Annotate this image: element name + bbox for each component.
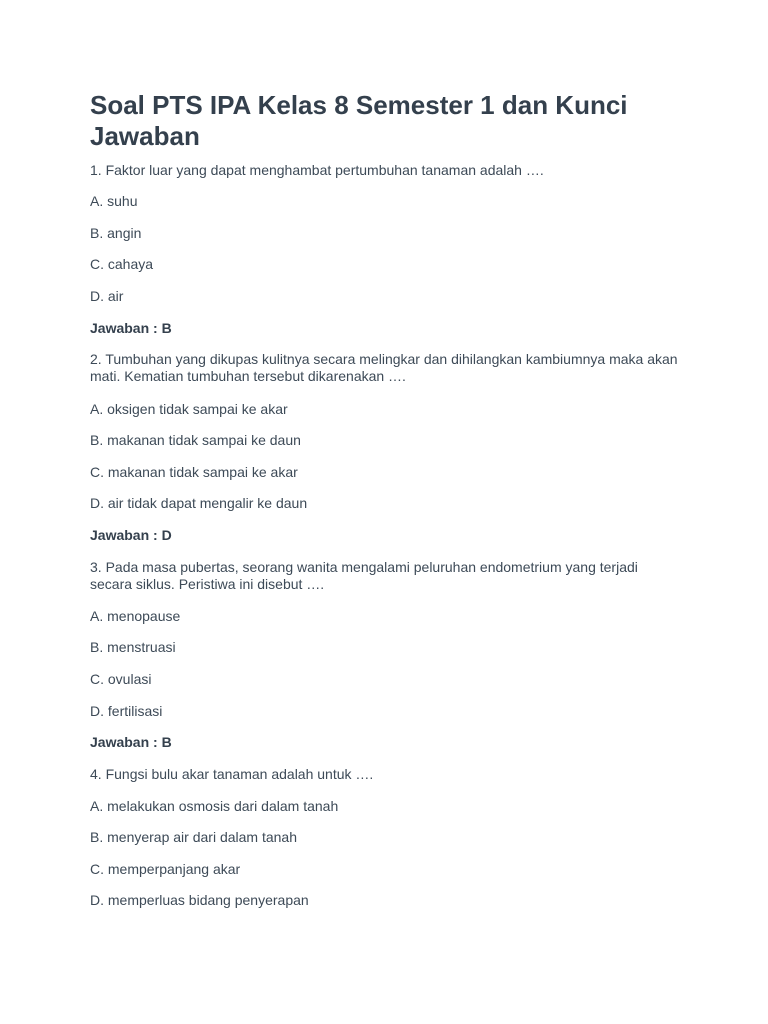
- question-3-prompt: 3. Pada masa pubertas, seorang wanita mengalami peluruhan endometrium yang terjadi secara siklus. Peristiwa ini disebut ….: [90, 559, 638, 592]
- question-2-option-c: C. makanan tidak sampai ke akar: [90, 464, 298, 480]
- question-3-option-c: C. ovulasi: [90, 671, 152, 687]
- question-1-option-c: C. cahaya: [90, 256, 154, 272]
- question-1-option-a: A. suhu: [90, 193, 138, 209]
- question-1-answer: Jawaban : B: [90, 320, 172, 336]
- question-1-option-b: B. angin: [90, 225, 142, 241]
- question-2-answer: Jawaban : D: [90, 527, 172, 543]
- question-1-option-d: D. air: [90, 288, 124, 304]
- question-4-option-d: D. memperluas bidang penyerapan: [90, 892, 309, 908]
- question-2-option-a: A. oksigen tidak sampai ke akar: [90, 401, 288, 417]
- question-3-option-d: D. fertilisasi: [90, 703, 163, 719]
- question-3-option-b: B. menstruasi: [90, 639, 176, 655]
- question-2-prompt: 2. Tumbuhan yang dikupas kulitnya secara melingkar dan dihilangkan kambiumnya maka akan mati. Kematian tumbuhan tersebut dikarenakan ….: [90, 351, 678, 384]
- question-4-option-b: B. menyerap air dari dalam tanah: [90, 829, 297, 845]
- question-1-prompt: 1. Faktor luar yang dapat menghambat pertumbuhan tanaman adalah ….: [90, 162, 544, 178]
- question-3-answer: Jawaban : B: [90, 734, 172, 750]
- question-2-option-d: D. air tidak dapat mengalir ke daun: [90, 495, 308, 511]
- question-4-option-a: A. melakukan osmosis dari dalam tanah: [90, 798, 339, 814]
- document-title: Soal PTS IPA Kelas 8 Semester 1 dan Kunci Jawaban: [90, 90, 628, 151]
- question-2-option-b: B. makanan tidak sampai ke daun: [90, 432, 301, 448]
- question-4-prompt: 4. Fungsi bulu akar tanaman adalah untuk ….: [90, 766, 374, 782]
- question-4-option-c: C. memperpanjang akar: [90, 861, 241, 877]
- question-3-option-a: A. menopause: [90, 608, 181, 624]
